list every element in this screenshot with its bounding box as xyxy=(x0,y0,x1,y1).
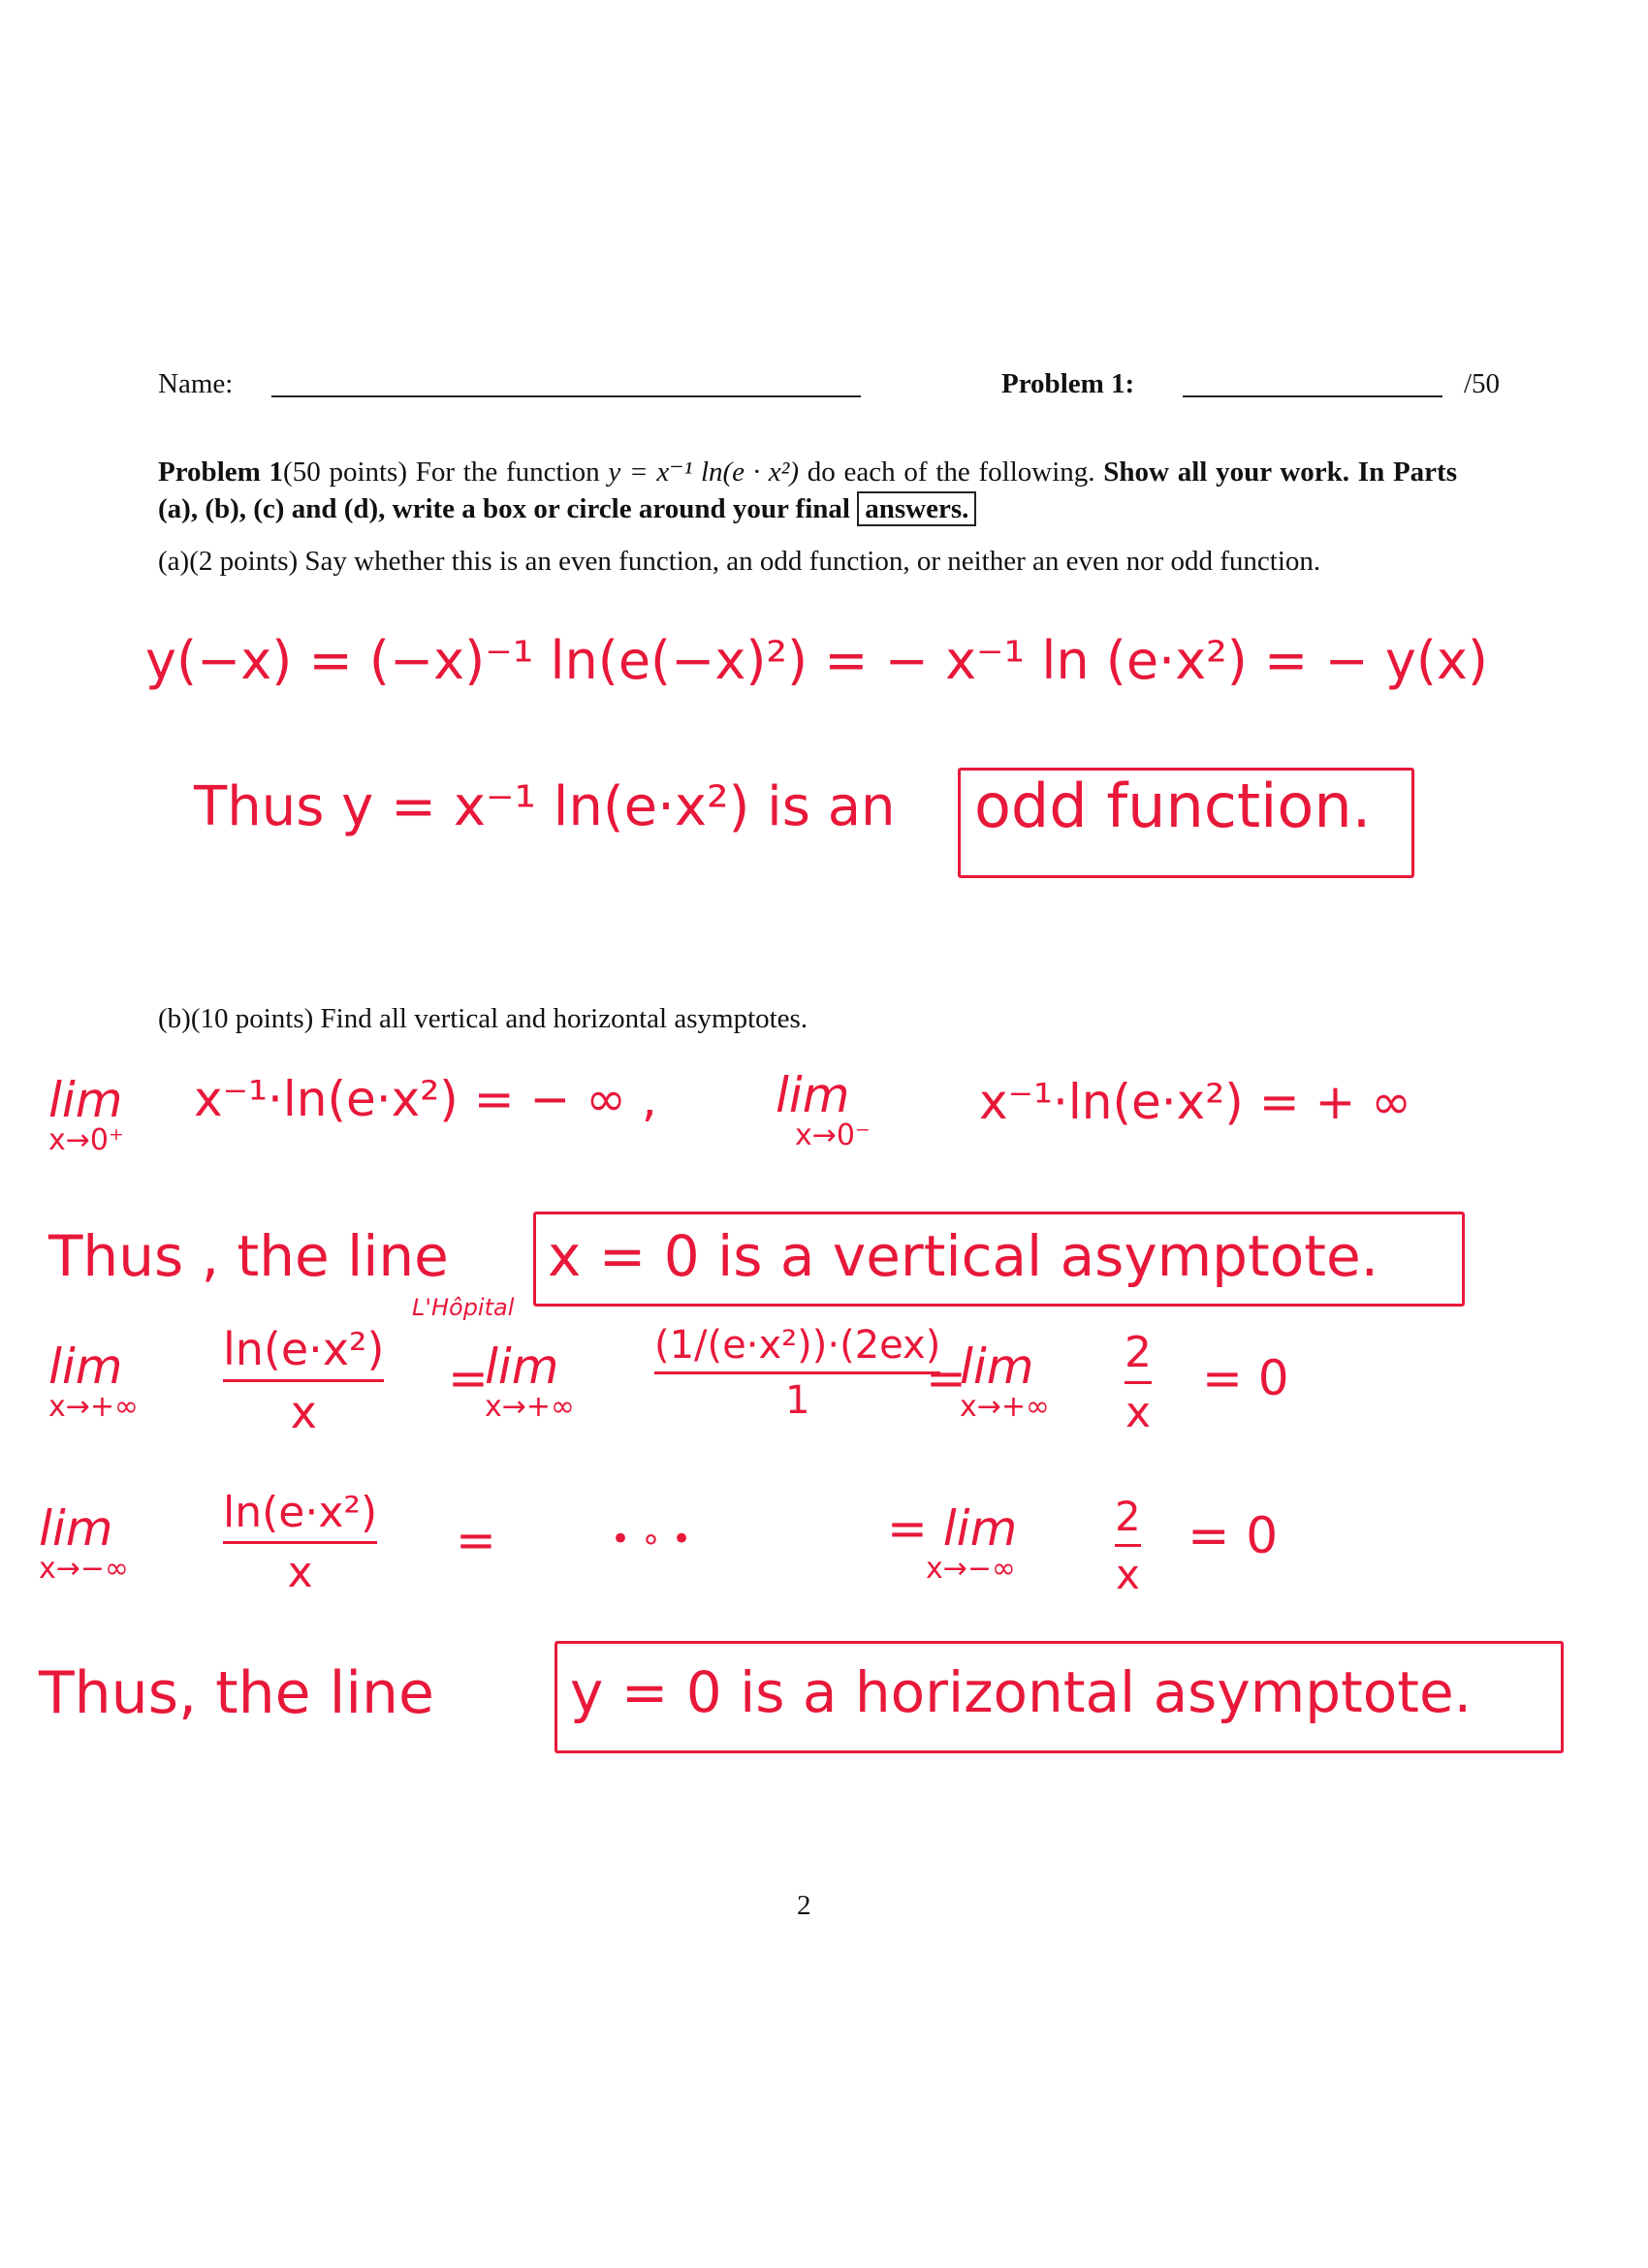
limit-3-result: = 0 xyxy=(1202,1350,1289,1406)
problem-points: (50 points) For the function xyxy=(283,457,609,488)
limit-3b-lim: lim xyxy=(485,1339,559,1395)
limit-4-sub: x→−∞ xyxy=(39,1552,130,1586)
limit-4b-sub: x→−∞ xyxy=(926,1552,1017,1586)
limit-3-fraction-2 xyxy=(654,1323,940,1423)
limit-2 xyxy=(776,1067,871,1152)
part-b-label: (b) xyxy=(158,1003,191,1034)
limit-3c-lim: lim xyxy=(960,1339,1034,1395)
limit-2-expr: x⁻¹·ln(e·x²) = + ∞ xyxy=(979,1074,1411,1130)
limit-3-den1: x xyxy=(290,1386,317,1438)
fraction-bar xyxy=(1115,1544,1141,1547)
limit-2-sub: x→0⁻ xyxy=(795,1118,871,1152)
limit-3 xyxy=(48,1339,140,1424)
limit-4-eq1: = xyxy=(456,1512,496,1568)
limit-3-num3: 2 xyxy=(1125,1328,1152,1377)
part-a-answer: odd function. xyxy=(974,771,1372,841)
limit-3-fraction-1 xyxy=(223,1323,384,1438)
limit-4-den2: x xyxy=(1115,1551,1140,1598)
limit-4b-lim: = lim xyxy=(887,1500,1018,1557)
limit-3-den3: x xyxy=(1125,1388,1152,1437)
limit-4-result: = 0 xyxy=(1188,1507,1279,1565)
limit-4-fraction-2 xyxy=(1115,1493,1141,1598)
vertical-lead: Thus , the line xyxy=(48,1223,449,1289)
fraction-bar xyxy=(654,1371,940,1374)
lhopital-note: L'Hôpital xyxy=(412,1294,515,1321)
limit-3-lim: lim xyxy=(48,1339,123,1395)
horizontal-lead: Thus, the line xyxy=(39,1659,434,1727)
limit-1-sub: x→0⁺ xyxy=(48,1123,124,1157)
limit-2-lim: lim xyxy=(776,1067,850,1123)
limit-1-lim: lim xyxy=(48,1072,123,1128)
limit-4 xyxy=(39,1500,130,1586)
limit-3-num2: (1/(e·x²))·(2ex) xyxy=(654,1323,941,1368)
problem-label: Problem 1: xyxy=(1001,368,1135,399)
part-b-text: (10 points) Find all vertical and horizontal asymptotes. xyxy=(190,1003,808,1034)
limit-1 xyxy=(48,1072,124,1157)
limit-4b xyxy=(887,1500,1018,1586)
part-a-conclusion: Thus y = x⁻¹ ln(e·x²) is an xyxy=(194,775,896,838)
problem-intro xyxy=(158,454,1457,527)
limit-3-sub: x→+∞ xyxy=(48,1390,140,1424)
name-label: Name: xyxy=(158,368,234,399)
limit-1-expr: x⁻¹·ln(e·x²) = − ∞ , xyxy=(194,1071,657,1127)
part-a-prompt xyxy=(158,543,1457,580)
fraction-bar xyxy=(1125,1381,1152,1384)
fraction-bar xyxy=(223,1379,384,1382)
score-blank-line xyxy=(1183,395,1442,397)
limit-4-dots: • ∘ • xyxy=(611,1520,692,1559)
limit-3-eq2: = xyxy=(926,1350,967,1406)
limit-4-lim: lim xyxy=(39,1500,113,1557)
limit-3-eq1: = xyxy=(448,1350,489,1406)
part-b-prompt xyxy=(158,1001,808,1036)
show-work-instruction: Show all your work. In Parts (a), (b), (c) and (d), write a box or circle around your final xyxy=(158,457,1457,524)
part-a-label: (a) xyxy=(158,546,190,577)
limit-3c xyxy=(960,1339,1051,1424)
problem-function: y = x⁻¹ ln(e · x²) xyxy=(608,457,800,488)
fraction-bar xyxy=(223,1541,377,1544)
answers-box: answers. xyxy=(857,491,976,526)
problem-rest: do each of the following. xyxy=(799,457,1104,488)
score-total: /50 xyxy=(1464,368,1501,399)
part-a-work-line: y(−x) = (−x)⁻¹ ln(e(−x)²) = − x⁻¹ ln (e·x²) = − y(x) xyxy=(145,630,1488,691)
limit-3-den2: 1 xyxy=(784,1378,810,1423)
problem-lead: Problem 1 xyxy=(158,457,284,488)
limit-3b-sub: x→+∞ xyxy=(485,1390,576,1424)
limit-3b xyxy=(485,1339,576,1424)
limit-4-fraction-1 xyxy=(223,1488,377,1597)
horizontal-answer: y = 0 is a horizontal asymptote. xyxy=(570,1659,1473,1725)
part-a-text: (2 points) Say whether this is an even function, an odd function, or neither an even nor odd function. xyxy=(189,546,1321,577)
limit-3-fraction-3 xyxy=(1125,1328,1152,1437)
page-number: 2 xyxy=(797,1890,811,1921)
vertical-answer: x = 0 is a vertical asymptote. xyxy=(548,1223,1379,1289)
limit-3c-sub: x→+∞ xyxy=(960,1390,1051,1424)
limit-3-num1: ln(e·x²) xyxy=(223,1323,385,1375)
limit-4-den1: x xyxy=(287,1548,313,1597)
limit-4-num1: ln(e·x²) xyxy=(223,1488,378,1537)
limit-4-num2: 2 xyxy=(1115,1493,1141,1540)
name-blank-line xyxy=(271,395,861,397)
